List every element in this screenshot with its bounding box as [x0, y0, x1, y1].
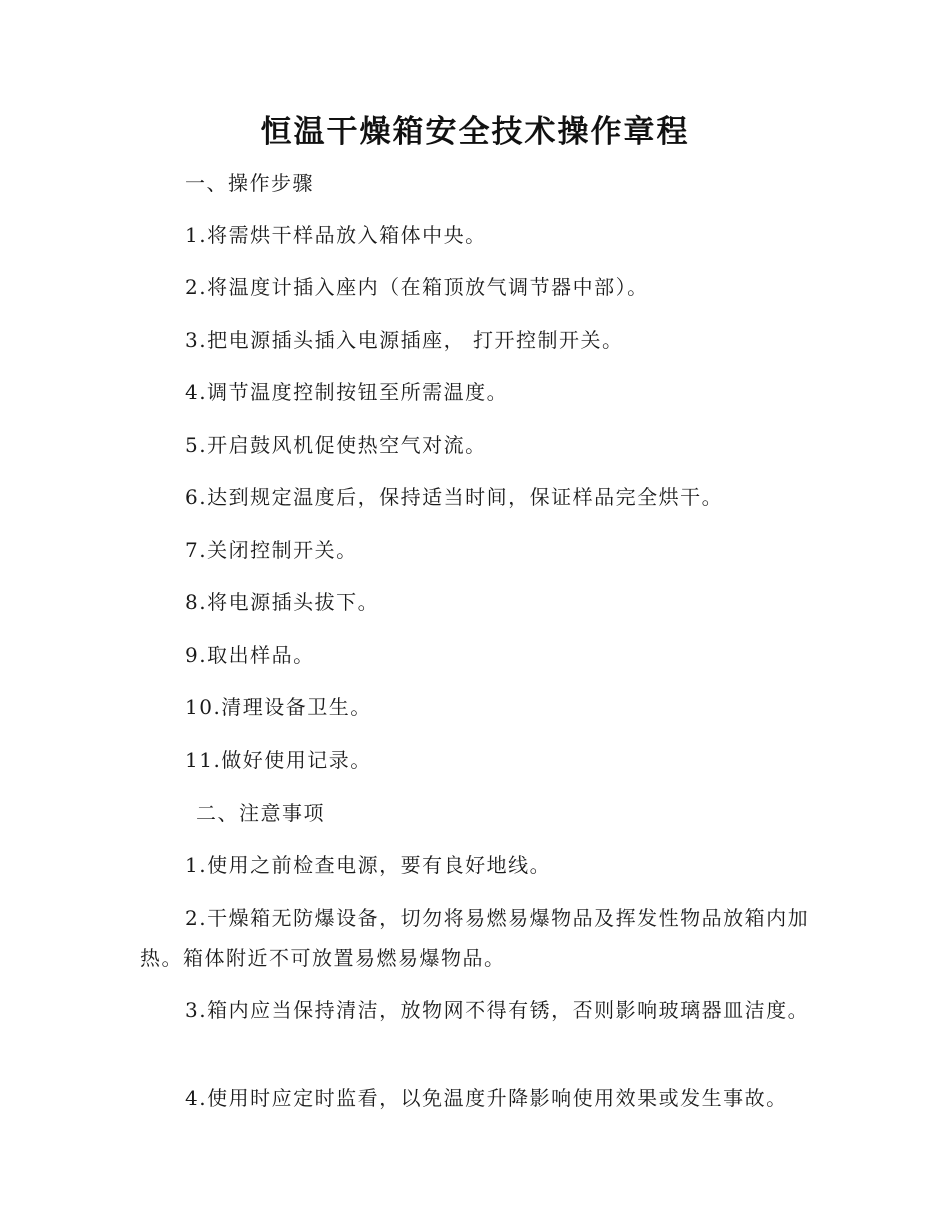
step-item: 10.清理设备卫生。 [185, 695, 372, 719]
step-item: 7.关闭控制开关。 [185, 538, 358, 562]
step-item: 5.开启鼓风机促使热空气对流。 [185, 433, 487, 457]
section-heading-operation-steps: 一、操作步骤 [185, 171, 314, 195]
section-heading-precautions: 二、注意事项 [196, 801, 325, 825]
precaution-item: 1.使用之前检查电源，要有良好地线。 [185, 853, 552, 877]
step-item: 1.将需烘干样品放入箱体中央。 [185, 223, 487, 247]
step-item: 11.做好使用记录。 [185, 748, 372, 772]
step-item: 4.调节温度控制按钮至所需温度。 [185, 380, 509, 404]
step-item: 2.将温度计插入座内（在箱顶放气调节器中部）。 [185, 275, 649, 299]
document-title: 恒温干燥箱安全技术操作章程 [260, 114, 690, 150]
step-item: 8.将电源插头拔下。 [185, 590, 380, 614]
precaution-item: 2.干燥箱无防爆设备，切勿将易燃易爆物品及挥发性物品放箱内加热。箱体附近不可放置易燃易爆物品。 [140, 906, 810, 970]
step-item: 6.达到规定温度后，保持适当时间，保证样品完全烘干。 [185, 485, 724, 509]
precaution-item: 3.箱内应当保持清洁，放物网不得有锈，否则影响玻璃器皿洁度。 [185, 998, 810, 1022]
step-item: 9.取出样品。 [185, 643, 315, 667]
step-item: 3.把电源插头插入电源插座， 打开控制开关。 [185, 328, 624, 352]
precaution-item: 4.使用时应定时监看，以免温度升降影响使用效果或发生事故。 [185, 1086, 788, 1110]
